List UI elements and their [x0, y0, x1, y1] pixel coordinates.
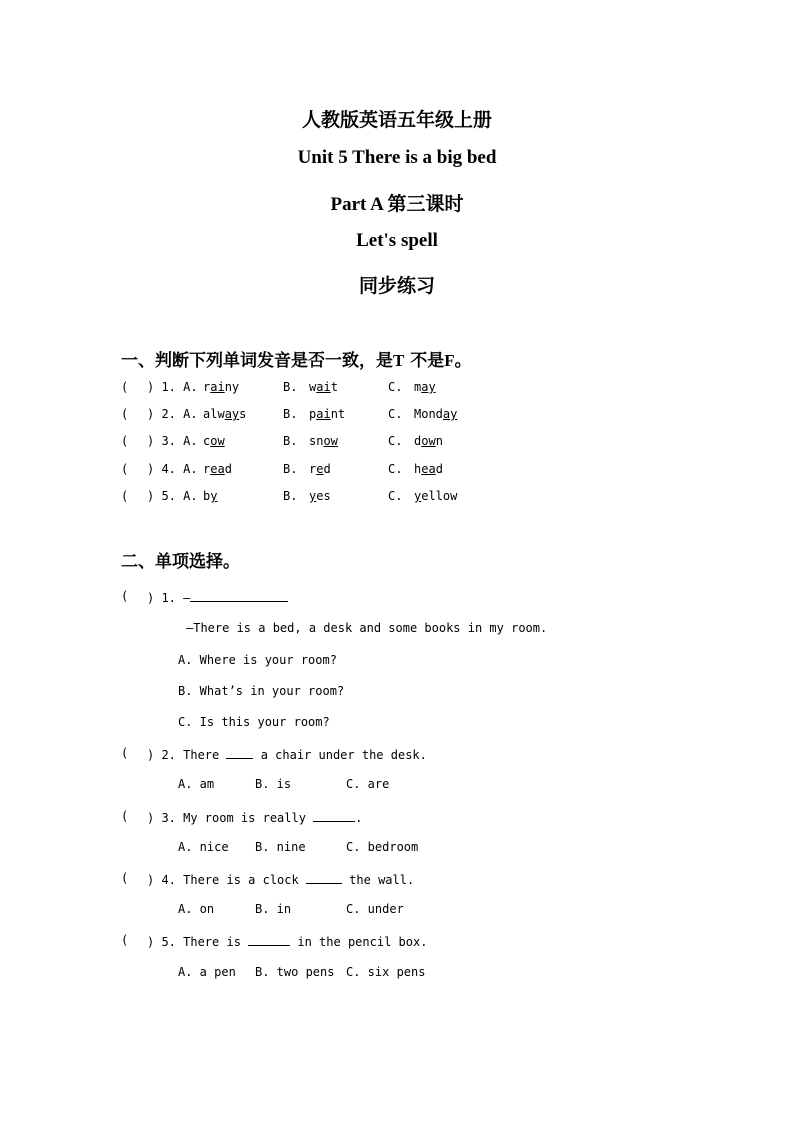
question-text: ) 3. My room is really — [147, 811, 314, 825]
answer-paren[interactable]: ( — [121, 434, 129, 448]
question-number: ) 1. A. — [147, 380, 198, 394]
page-title: 人教版英语五年级上册 — [301, 110, 492, 131]
option-c-label: C. — [388, 489, 403, 503]
option-b[interactable]: B. is — [255, 777, 292, 791]
word-b — [309, 489, 331, 503]
question-number: ) 1. — — [147, 591, 191, 605]
answer-paren[interactable]: ( — [121, 380, 129, 394]
option-b[interactable]: B. two pens — [255, 965, 335, 979]
word-part: p — [309, 407, 317, 421]
answer-paren[interactable]: ( — [121, 809, 129, 823]
word-part: n — [435, 434, 443, 448]
option-b-label: B. — [283, 489, 298, 503]
question-text: ) 4. There is a clock — [147, 873, 306, 887]
word-part: s — [239, 407, 247, 421]
word-c — [414, 489, 457, 503]
word-c — [414, 407, 457, 421]
word-part: ny — [224, 380, 240, 394]
underlined-sound: ow — [323, 434, 338, 448]
answer-blank[interactable] — [248, 933, 290, 946]
question-text: ) 2. There — [147, 748, 227, 762]
underlined-sound: ow — [210, 434, 225, 448]
underlined-sound: ea — [210, 462, 225, 476]
question-2-5 — [147, 933, 427, 949]
word-part: sn — [309, 434, 324, 448]
answer-paren[interactable]: ( — [121, 407, 129, 421]
option-c-label: C. — [388, 434, 403, 448]
word-c — [414, 434, 443, 448]
question-number: ) 4. A. — [147, 462, 198, 476]
option-b[interactable]: B. nine — [255, 840, 306, 854]
answer-blank[interactable] — [306, 871, 342, 884]
word-part: ellow — [421, 489, 458, 503]
word-part: r — [309, 462, 317, 476]
answer-paren[interactable]: ( — [121, 462, 129, 476]
section1-heading-end: 。 — [454, 351, 472, 371]
underlined-sound: ai — [210, 380, 225, 394]
underlined-sound: e — [316, 462, 324, 476]
word-b — [309, 434, 338, 448]
answer-paren[interactable]: ( — [121, 933, 129, 947]
question-number: ) 2. A. — [147, 407, 198, 421]
word-a — [203, 462, 232, 476]
word-a — [203, 407, 246, 421]
word-part: b — [203, 489, 211, 503]
underlined-sound: ai — [316, 407, 331, 421]
option-a[interactable]: A. on — [178, 902, 215, 916]
word-b — [309, 407, 345, 421]
underlined-sound: ow — [421, 434, 436, 448]
section1-heading-mid: 不是 — [410, 351, 445, 371]
section2-heading: 二、单项选择。 — [121, 552, 240, 572]
option-c[interactable]: C. under — [346, 902, 404, 916]
question-number: ) 3. A. — [147, 434, 198, 448]
word-part: r — [203, 462, 211, 476]
word-b — [309, 380, 338, 394]
option-b-label: B. — [283, 407, 298, 421]
answer-paren[interactable]: ( — [121, 589, 129, 603]
question-number: ) 5. A. — [147, 489, 198, 503]
word-part: m — [414, 380, 422, 394]
exercise-title: 同步练习 — [358, 276, 435, 297]
word-a — [203, 434, 225, 448]
question-2-1 — [147, 589, 288, 605]
section1-heading-text: 一、判断下列单词发音是否一致，是 — [121, 351, 393, 371]
underlined-sound: y — [414, 489, 422, 503]
option-b[interactable]: B. What’s in your room? — [178, 684, 345, 698]
word-c — [414, 462, 443, 476]
question-2-4 — [147, 871, 414, 887]
true-letter: T — [393, 351, 405, 370]
underlined-sound: ea — [421, 462, 436, 476]
question-text-end: . — [355, 811, 363, 825]
question-text-end: the wall. — [341, 873, 415, 887]
part-title: Part A 第三课时 — [330, 194, 464, 215]
word-part: d — [224, 462, 232, 476]
question-2-2 — [147, 746, 427, 762]
dialogue-line: —There is a bed, a desk and some books in my room. — [186, 621, 548, 635]
option-b[interactable]: B. in — [255, 902, 292, 916]
word-part: d — [323, 462, 331, 476]
unit-title: Unit 5 There is a big bed — [297, 147, 497, 168]
question-text: ) 5. There is — [147, 935, 249, 949]
option-c[interactable]: C. six pens — [346, 965, 426, 979]
answer-paren[interactable]: ( — [121, 871, 129, 885]
option-c[interactable]: C. are — [346, 777, 390, 791]
option-c[interactable]: C. Is this your room? — [178, 715, 330, 729]
section1-heading — [121, 346, 472, 371]
answer-paren[interactable]: ( — [121, 746, 129, 760]
word-part: d — [414, 434, 422, 448]
word-part: es — [316, 489, 331, 503]
question-text-end: a chair under the desk. — [253, 748, 427, 762]
option-a[interactable]: A. a pen — [178, 965, 236, 979]
option-b-label: B. — [283, 380, 298, 394]
word-part: t — [330, 380, 338, 394]
word-part: Mond — [414, 407, 443, 421]
word-a — [203, 489, 217, 503]
option-a[interactable]: A. Where is your room? — [178, 653, 337, 667]
option-c-label: C. — [388, 407, 403, 421]
false-letter: F — [444, 351, 455, 370]
underlined-sound: ay — [224, 407, 240, 421]
underlined-sound: y — [309, 489, 317, 503]
answer-blank[interactable] — [313, 809, 355, 822]
answer-blank[interactable] — [226, 746, 253, 759]
word-part: d — [435, 462, 443, 476]
word-part: c — [203, 434, 211, 448]
option-c-label: C. — [388, 380, 403, 394]
option-a[interactable]: A. am — [178, 777, 215, 791]
option-a[interactable]: A. nice — [178, 840, 229, 854]
option-b-label: B. — [283, 462, 298, 476]
underlined-sound: ay — [442, 407, 458, 421]
underlined-sound: ay — [421, 380, 436, 394]
question-2-3 — [147, 809, 362, 825]
word-c — [414, 380, 436, 394]
option-c[interactable]: C. bedroom — [346, 840, 419, 854]
question-text-end: in the pencil box. — [290, 935, 428, 949]
answer-paren[interactable]: ( — [121, 489, 129, 503]
answer-blank[interactable] — [190, 589, 288, 602]
word-part: r — [203, 380, 211, 394]
word-b — [309, 462, 331, 476]
word-part: w — [309, 380, 317, 394]
underlined-sound: y — [210, 489, 218, 503]
option-b-label: B. — [283, 434, 298, 448]
word-a — [203, 380, 239, 394]
word-part: h — [414, 462, 422, 476]
option-c-label: C. — [388, 462, 403, 476]
lesson-title: Let's spell — [356, 230, 438, 251]
underlined-sound: ai — [316, 380, 331, 394]
word-part: nt — [330, 407, 346, 421]
word-part: alw — [203, 407, 225, 421]
